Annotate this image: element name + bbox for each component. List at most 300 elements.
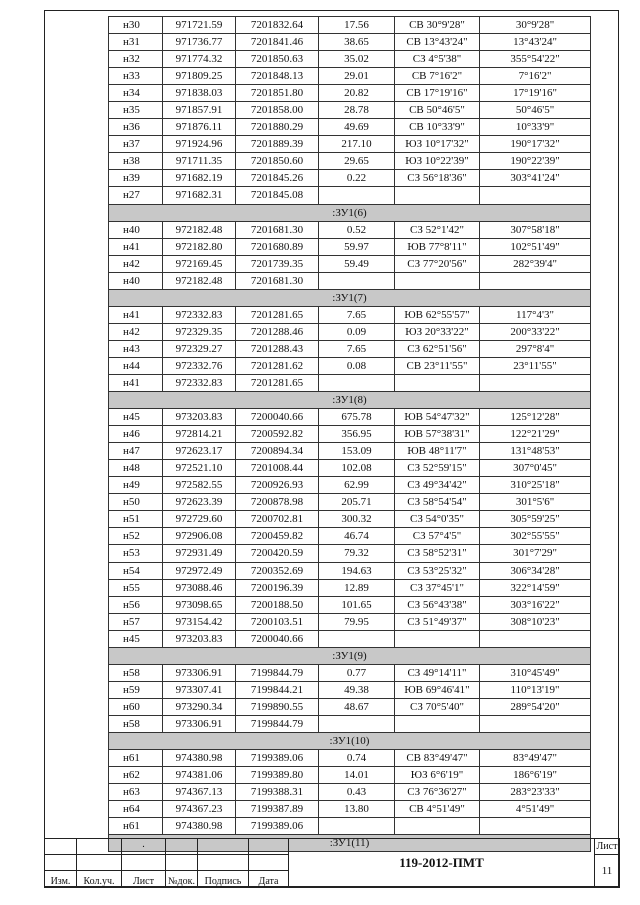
- coord-y-cell: 7200592.82: [236, 426, 319, 443]
- rhumb-cell: ЮВ 69°46'41": [395, 681, 480, 698]
- coord-x-cell: 972332.76: [163, 357, 236, 374]
- azimuth-cell: 190°22'39": [480, 153, 591, 170]
- coord-x-cell: 973154.42: [163, 613, 236, 630]
- point-name-cell: н40: [109, 221, 163, 238]
- rhumb-cell: [395, 272, 480, 289]
- azimuth-cell: 355°54'22": [480, 51, 591, 68]
- rhumb-cell: СЗ 54°0'35": [395, 511, 480, 528]
- distance-cell: 12.89: [319, 579, 395, 596]
- stamp-label-docnum: №док.: [166, 871, 198, 888]
- section-label: :ЗУ1(6): [109, 204, 591, 221]
- point-name-cell: н38: [109, 153, 163, 170]
- point-name-cell: н40: [109, 272, 163, 289]
- coord-x-cell: 971721.59: [163, 17, 236, 34]
- coord-x-cell: 974380.98: [163, 818, 236, 835]
- point-name-cell: н58: [109, 715, 163, 732]
- distance-cell: 38.65: [319, 34, 395, 51]
- coord-y-cell: 7201832.64: [236, 17, 319, 34]
- coord-x-cell: 972906.08: [163, 528, 236, 545]
- azimuth-cell: 282°39'4": [480, 255, 591, 272]
- distance-cell: [319, 715, 395, 732]
- coord-y-cell: 7201845.08: [236, 187, 319, 204]
- distance-cell: 62.99: [319, 477, 395, 494]
- point-name-cell: н50: [109, 494, 163, 511]
- distance-cell: 0.09: [319, 323, 395, 340]
- azimuth-cell: 13°43'24": [480, 34, 591, 51]
- azimuth-cell: 305°59'25": [480, 511, 591, 528]
- coord-y-cell: 7201681.30: [236, 272, 319, 289]
- coord-y-cell: 7201680.89: [236, 238, 319, 255]
- rhumb-cell: ЮВ 57°38'31": [395, 426, 480, 443]
- stamp-cell: [166, 839, 198, 855]
- point-name-cell: н42: [109, 323, 163, 340]
- rhumb-cell: ЮВ 54°47'32": [395, 409, 480, 426]
- azimuth-cell: 30°9'28": [480, 17, 591, 34]
- coord-x-cell: 972332.83: [163, 306, 236, 323]
- table-row: [109, 494, 591, 511]
- point-name-cell: н63: [109, 784, 163, 801]
- table-row: [109, 153, 591, 170]
- distance-cell: 217.10: [319, 136, 395, 153]
- table-row: [109, 511, 591, 528]
- distance-cell: 49.38: [319, 681, 395, 698]
- coord-x-cell: 971876.11: [163, 119, 236, 136]
- table-row: [109, 681, 591, 698]
- azimuth-cell: 4°51'49": [480, 801, 591, 818]
- stamp-cell: [77, 839, 122, 855]
- rhumb-cell: [395, 818, 480, 835]
- table-row: [109, 750, 591, 767]
- azimuth-cell: 301°5'6": [480, 494, 591, 511]
- distance-cell: [319, 818, 395, 835]
- rhumb-cell: СЗ 57°4'5": [395, 528, 480, 545]
- table-row: [109, 664, 591, 681]
- azimuth-cell: 310°45'49": [480, 664, 591, 681]
- point-name-cell: н60: [109, 698, 163, 715]
- point-name-cell: н47: [109, 443, 163, 460]
- point-name-cell: н32: [109, 51, 163, 68]
- distance-cell: 0.74: [319, 750, 395, 767]
- coord-y-cell: 7199844.21: [236, 681, 319, 698]
- coord-x-cell: 972182.80: [163, 238, 236, 255]
- point-name-cell: н54: [109, 562, 163, 579]
- stamp-dot: .: [122, 839, 166, 855]
- coord-x-cell: 972329.35: [163, 323, 236, 340]
- coord-y-cell: 7200196.39: [236, 579, 319, 596]
- rhumb-cell: СВ 4°51'49": [395, 801, 480, 818]
- point-name-cell: н41: [109, 306, 163, 323]
- table-row: [109, 357, 591, 374]
- azimuth-cell: 283°23'33": [480, 784, 591, 801]
- coord-y-cell: 7200702.81: [236, 511, 319, 528]
- coord-y-cell: 7199844.79: [236, 715, 319, 732]
- point-name-cell: н56: [109, 596, 163, 613]
- table-row: [109, 51, 591, 68]
- azimuth-cell: 306°34'28": [480, 562, 591, 579]
- table-row: [109, 409, 591, 426]
- rhumb-cell: СЗ 52°1'42": [395, 221, 480, 238]
- azimuth-cell: [480, 715, 591, 732]
- coord-x-cell: 973203.83: [163, 409, 236, 426]
- table-row: [109, 698, 591, 715]
- azimuth-cell: 131°48'53": [480, 443, 591, 460]
- coord-x-cell: 973306.91: [163, 715, 236, 732]
- rhumb-cell: ЮВ 48°11'7": [395, 443, 480, 460]
- coord-y-cell: 7201281.65: [236, 306, 319, 323]
- rhumb-cell: СЗ 49°14'11": [395, 664, 480, 681]
- distance-cell: 0.08: [319, 357, 395, 374]
- coord-x-cell: 974380.98: [163, 750, 236, 767]
- azimuth-cell: 322°14'59": [480, 579, 591, 596]
- distance-cell: 7.65: [319, 306, 395, 323]
- rhumb-cell: СЗ 49°34'42": [395, 477, 480, 494]
- rhumb-cell: ЮВ 62°55'57": [395, 306, 480, 323]
- azimuth-cell: [480, 818, 591, 835]
- table-row: [109, 562, 591, 579]
- stamp-cell: [198, 839, 249, 855]
- distance-cell: [319, 272, 395, 289]
- point-name-cell: н37: [109, 136, 163, 153]
- point-name-cell: н57: [109, 613, 163, 630]
- coord-x-cell: 972182.48: [163, 272, 236, 289]
- point-name-cell: н31: [109, 34, 163, 51]
- point-name-cell: н35: [109, 102, 163, 119]
- table-row: [109, 34, 591, 51]
- point-name-cell: н48: [109, 460, 163, 477]
- azimuth-cell: 110°13'19": [480, 681, 591, 698]
- coord-y-cell: 7199890.55: [236, 698, 319, 715]
- coord-y-cell: 7199844.79: [236, 664, 319, 681]
- point-name-cell: н53: [109, 545, 163, 562]
- table-row: [109, 579, 591, 596]
- table-row: [109, 221, 591, 238]
- azimuth-cell: 297°8'4": [480, 340, 591, 357]
- rhumb-cell: СЗ 37°45'1": [395, 579, 480, 596]
- azimuth-cell: 122°21'29": [480, 426, 591, 443]
- azimuth-cell: 23°11'55": [480, 357, 591, 374]
- distance-cell: 29.01: [319, 68, 395, 85]
- coord-y-cell: 7199389.06: [236, 818, 319, 835]
- rhumb-cell: СВ 83°49'47": [395, 750, 480, 767]
- coord-x-cell: 973203.83: [163, 630, 236, 647]
- table-row: [109, 374, 591, 391]
- table-row: [109, 238, 591, 255]
- stamp-label-change: Изм.: [45, 871, 77, 888]
- section-header-row: [109, 289, 591, 306]
- coord-x-cell: 971809.25: [163, 68, 236, 85]
- distance-cell: 79.32: [319, 545, 395, 562]
- distance-cell: 35.02: [319, 51, 395, 68]
- stamp-cell: [77, 855, 122, 871]
- point-name-cell: н61: [109, 750, 163, 767]
- rhumb-cell: СВ 30°9'28": [395, 17, 480, 34]
- distance-cell: 153.09: [319, 443, 395, 460]
- coord-x-cell: 971682.19: [163, 170, 236, 187]
- rhumb-cell: [395, 715, 480, 732]
- coord-y-cell: 7201281.62: [236, 357, 319, 374]
- rhumb-cell: СВ 50°46'5": [395, 102, 480, 119]
- table-row: [109, 102, 591, 119]
- coord-y-cell: 7201288.43: [236, 340, 319, 357]
- distance-cell: 102.08: [319, 460, 395, 477]
- coord-y-cell: 7200878.98: [236, 494, 319, 511]
- stamp-label-date: Дата: [249, 871, 289, 888]
- table-row: [109, 596, 591, 613]
- distance-cell: 59.49: [319, 255, 395, 272]
- section-label: :ЗУ1(8): [109, 392, 591, 409]
- rhumb-cell: СВ 7°16'2": [395, 68, 480, 85]
- coord-y-cell: 7201288.46: [236, 323, 319, 340]
- coord-y-cell: 7199387.89: [236, 801, 319, 818]
- distance-cell: 59.97: [319, 238, 395, 255]
- table-row: [109, 613, 591, 630]
- azimuth-cell: 303°16'22": [480, 596, 591, 613]
- stamp-cell: [45, 839, 77, 855]
- table-row: [109, 801, 591, 818]
- point-name-cell: н39: [109, 170, 163, 187]
- coord-x-cell: 974381.06: [163, 767, 236, 784]
- coord-y-cell: 7201889.39: [236, 136, 319, 153]
- point-name-cell: н44: [109, 357, 163, 374]
- coord-y-cell: 7200040.66: [236, 409, 319, 426]
- point-name-cell: н55: [109, 579, 163, 596]
- coord-x-cell: 973307.41: [163, 681, 236, 698]
- distance-cell: 0.22: [319, 170, 395, 187]
- stamp-cell: [45, 855, 77, 871]
- rhumb-cell: ЮВ 77°8'11": [395, 238, 480, 255]
- coord-x-cell: 972329.27: [163, 340, 236, 357]
- azimuth-cell: 307°0'45": [480, 460, 591, 477]
- table-row: [109, 477, 591, 494]
- sheet-label: Лист: [595, 839, 620, 855]
- point-name-cell: н45: [109, 409, 163, 426]
- stamp-label-signature: Подпись: [198, 871, 249, 888]
- distance-cell: 101.65: [319, 596, 395, 613]
- azimuth-cell: 308°10'23": [480, 613, 591, 630]
- coord-y-cell: 7200926.93: [236, 477, 319, 494]
- table-row: [109, 187, 591, 204]
- rhumb-cell: СЗ 56°18'36": [395, 170, 480, 187]
- stamp-cell: [198, 855, 249, 871]
- distance-cell: [319, 187, 395, 204]
- coord-x-cell: 972623.17: [163, 443, 236, 460]
- distance-cell: [319, 630, 395, 647]
- distance-cell: 28.78: [319, 102, 395, 119]
- coord-x-cell: 971924.96: [163, 136, 236, 153]
- table-row: [109, 818, 591, 835]
- rhumb-cell: СЗ 70°5'40": [395, 698, 480, 715]
- azimuth-cell: 102°51'49": [480, 238, 591, 255]
- table-row: [109, 119, 591, 136]
- table-row: [109, 272, 591, 289]
- distance-cell: 14.01: [319, 767, 395, 784]
- azimuth-cell: 186°6'19": [480, 767, 591, 784]
- point-name-cell: н34: [109, 85, 163, 102]
- coord-y-cell: 7201850.60: [236, 153, 319, 170]
- table-row: [109, 460, 591, 477]
- rhumb-cell: СЗ 76°36'27": [395, 784, 480, 801]
- table-row: [109, 715, 591, 732]
- distance-cell: [319, 374, 395, 391]
- point-name-cell: н59: [109, 681, 163, 698]
- coord-x-cell: 971736.77: [163, 34, 236, 51]
- coord-x-cell: 971774.32: [163, 51, 236, 68]
- azimuth-cell: 200°33'22": [480, 323, 591, 340]
- rhumb-cell: ЮЗ 6°6'19": [395, 767, 480, 784]
- table-row: [109, 255, 591, 272]
- distance-cell: 0.43: [319, 784, 395, 801]
- coord-x-cell: 972972.49: [163, 562, 236, 579]
- distance-cell: 0.77: [319, 664, 395, 681]
- azimuth-cell: 83°49'47": [480, 750, 591, 767]
- table-row: [109, 17, 591, 34]
- rhumb-cell: [395, 630, 480, 647]
- section-label: :ЗУ1(7): [109, 289, 591, 306]
- coord-x-cell: 972582.55: [163, 477, 236, 494]
- coord-x-cell: 972814.21: [163, 426, 236, 443]
- stamp-cell: [122, 855, 166, 871]
- rhumb-cell: СВ 23°11'55": [395, 357, 480, 374]
- stamp-label-sheet: Лист: [122, 871, 166, 888]
- rhumb-cell: СЗ 53°25'32": [395, 562, 480, 579]
- rhumb-cell: СЗ 58°54'54": [395, 494, 480, 511]
- table-row: [109, 545, 591, 562]
- coord-x-cell: 972623.39: [163, 494, 236, 511]
- table-row: [109, 784, 591, 801]
- coord-x-cell: 971838.03: [163, 85, 236, 102]
- distance-cell: 29.65: [319, 153, 395, 170]
- table-row: [109, 170, 591, 187]
- coord-x-cell: 972182.48: [163, 221, 236, 238]
- azimuth-cell: 190°17'32": [480, 136, 591, 153]
- distance-cell: 49.69: [319, 119, 395, 136]
- table-row: [109, 340, 591, 357]
- coord-y-cell: 7199389.06: [236, 750, 319, 767]
- coord-y-cell: 7200420.59: [236, 545, 319, 562]
- section-label: :ЗУ1(10): [109, 732, 591, 749]
- rhumb-cell: [395, 374, 480, 391]
- point-name-cell: н49: [109, 477, 163, 494]
- point-name-cell: н41: [109, 238, 163, 255]
- azimuth-cell: 50°46'5": [480, 102, 591, 119]
- coord-y-cell: 7200459.82: [236, 528, 319, 545]
- distance-cell: 17.56: [319, 17, 395, 34]
- point-name-cell: н45: [109, 630, 163, 647]
- stamp-label-count: Кол.уч.: [77, 871, 122, 888]
- table-row: [109, 528, 591, 545]
- rhumb-cell: СЗ 4°5'38": [395, 51, 480, 68]
- rhumb-cell: СЗ 52°59'15": [395, 460, 480, 477]
- point-name-cell: н51: [109, 511, 163, 528]
- azimuth-cell: [480, 374, 591, 391]
- coord-y-cell: 7200103.51: [236, 613, 319, 630]
- table-row: [109, 323, 591, 340]
- section-label: :ЗУ1(9): [109, 647, 591, 664]
- rhumb-cell: СВ 10°33'9": [395, 119, 480, 136]
- coord-y-cell: 7200894.34: [236, 443, 319, 460]
- table-row: [109, 426, 591, 443]
- azimuth-cell: 310°25'18": [480, 477, 591, 494]
- coord-x-cell: 971711.35: [163, 153, 236, 170]
- title-block: [44, 838, 620, 888]
- distance-cell: 205.71: [319, 494, 395, 511]
- azimuth-cell: 7°16'2": [480, 68, 591, 85]
- coord-y-cell: 7201858.00: [236, 102, 319, 119]
- point-name-cell: н52: [109, 528, 163, 545]
- table-row: [109, 68, 591, 85]
- azimuth-cell: 17°19'16": [480, 85, 591, 102]
- point-name-cell: н33: [109, 68, 163, 85]
- coord-y-cell: 7199388.31: [236, 784, 319, 801]
- rhumb-cell: [395, 187, 480, 204]
- azimuth-cell: 307°58'18": [480, 221, 591, 238]
- section-header-row: [109, 204, 591, 221]
- distance-cell: 675.78: [319, 409, 395, 426]
- coord-x-cell: 974367.13: [163, 784, 236, 801]
- coord-x-cell: 974367.23: [163, 801, 236, 818]
- rhumb-cell: СЗ 77°20'56": [395, 255, 480, 272]
- azimuth-cell: 289°54'20": [480, 698, 591, 715]
- coord-y-cell: 7201850.63: [236, 51, 319, 68]
- distance-cell: 7.65: [319, 340, 395, 357]
- table-row: [109, 443, 591, 460]
- point-name-cell: н30: [109, 17, 163, 34]
- rhumb-cell: СЗ 62°51'56": [395, 340, 480, 357]
- section-label: :ЗУ1(11): [109, 835, 591, 852]
- azimuth-cell: 302°55'55": [480, 528, 591, 545]
- coord-x-cell: 972521.10: [163, 460, 236, 477]
- stamp-cell: [249, 839, 289, 855]
- coord-x-cell: 972169.45: [163, 255, 236, 272]
- coord-y-cell: 7201851.80: [236, 85, 319, 102]
- rhumb-cell: ЮЗ 20°33'22": [395, 323, 480, 340]
- azimuth-cell: [480, 630, 591, 647]
- distance-cell: 79.95: [319, 613, 395, 630]
- coord-y-cell: 7201880.29: [236, 119, 319, 136]
- point-name-cell: н42: [109, 255, 163, 272]
- distance-cell: 300.32: [319, 511, 395, 528]
- distance-cell: 0.52: [319, 221, 395, 238]
- rhumb-cell: СЗ 58°52'31": [395, 545, 480, 562]
- table-row: [109, 306, 591, 323]
- point-name-cell: н36: [109, 119, 163, 136]
- section-header-row: [109, 647, 591, 664]
- coord-x-cell: 972332.83: [163, 374, 236, 391]
- coord-x-cell: 971857.91: [163, 102, 236, 119]
- coord-y-cell: 7201681.30: [236, 221, 319, 238]
- coord-y-cell: 7200040.66: [236, 630, 319, 647]
- coord-y-cell: 7201848.13: [236, 68, 319, 85]
- rhumb-cell: СВ 17°19'16": [395, 85, 480, 102]
- coord-y-cell: 7199389.80: [236, 767, 319, 784]
- coord-y-cell: 7200352.69: [236, 562, 319, 579]
- point-name-cell: н61: [109, 818, 163, 835]
- point-name-cell: н46: [109, 426, 163, 443]
- distance-cell: 46.74: [319, 528, 395, 545]
- table-row: [109, 85, 591, 102]
- section-header-row: [109, 732, 591, 749]
- rhumb-cell: СЗ 56°43'38": [395, 596, 480, 613]
- azimuth-cell: [480, 272, 591, 289]
- coord-x-cell: 972931.49: [163, 545, 236, 562]
- rhumb-cell: ЮЗ 10°17'32": [395, 136, 480, 153]
- distance-cell: 48.67: [319, 698, 395, 715]
- point-name-cell: н43: [109, 340, 163, 357]
- distance-cell: 194.63: [319, 562, 395, 579]
- coord-x-cell: 973306.91: [163, 664, 236, 681]
- coord-y-cell: 7201281.65: [236, 374, 319, 391]
- rhumb-cell: СВ 13°43'24": [395, 34, 480, 51]
